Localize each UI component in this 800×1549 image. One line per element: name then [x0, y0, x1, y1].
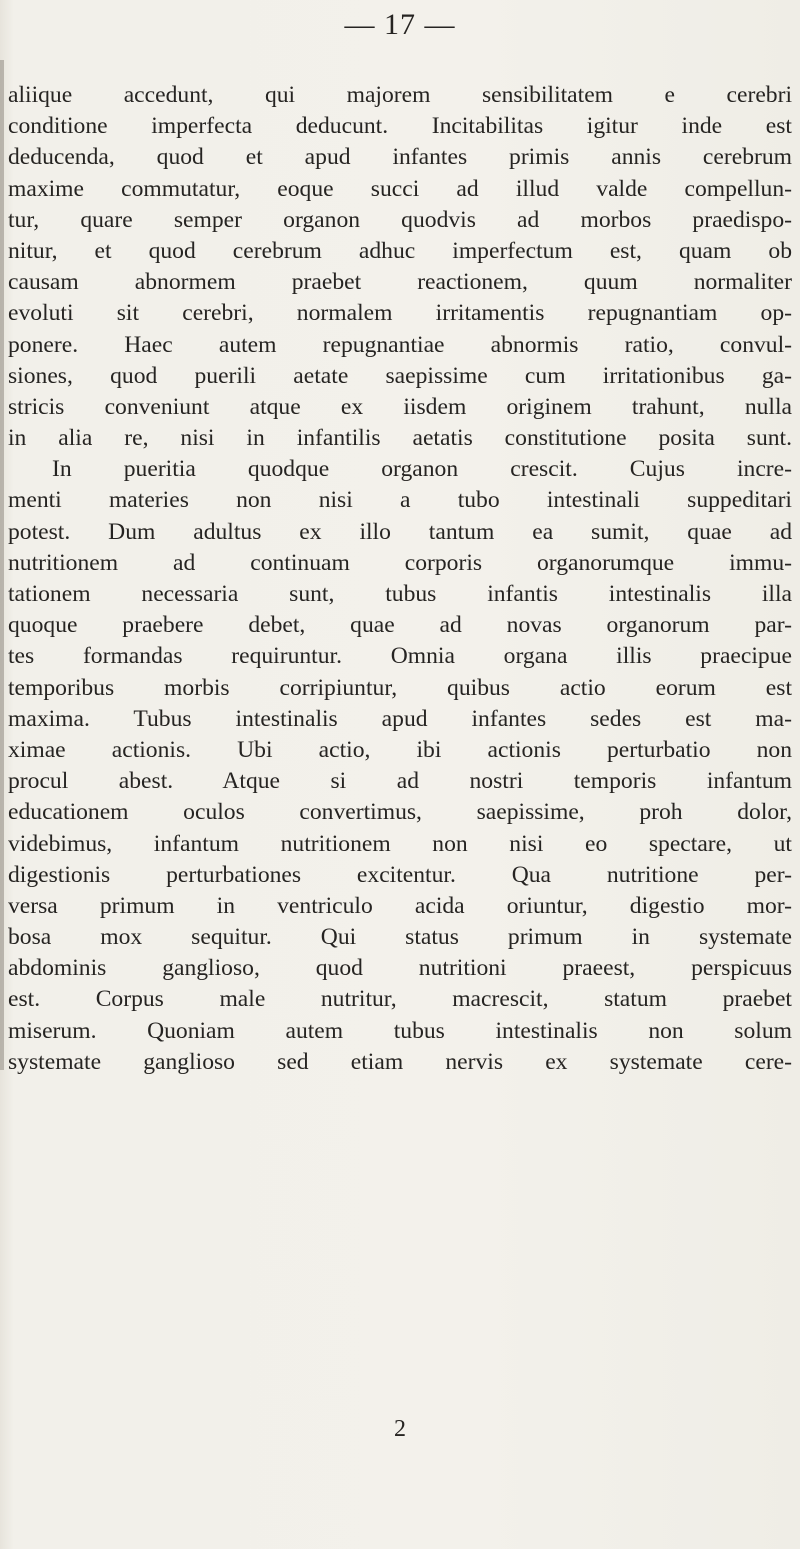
text-line: nutritionem ad continuam corporis organorumque immu- [8, 549, 792, 576]
text-line: versa primum in ventriculo acida oriuntur, digestio mor- [8, 892, 792, 919]
text-line: tes formandas requiruntur. Omnia organa illis praecipue [8, 643, 792, 670]
text-line: siones, quod puerili aetate saepissime cum irritationibus ga- [8, 362, 792, 389]
text-line: abdominis ganglioso, quod nutritioni praeest, perspicuus [8, 955, 792, 982]
text-line: digestionis perturbationes excitentur. Qua nutritione per- [8, 861, 792, 888]
text-line: aliique accedunt, qui majorem sensibilitatem e cerebri [8, 82, 792, 108]
signature-mark: 2 [394, 1416, 406, 1442]
text-line: educationem oculos convertimus, saepissime, proh dolor, [8, 799, 792, 826]
text-line: procul abest. Atque si ad nostri temporis infantum [8, 768, 792, 795]
text-line: ximae actionis. Ubi actio, ibi actionis perturbatio non [8, 736, 792, 763]
text-line: causam abnormem praebet reactionem, quum normaliter [8, 269, 792, 296]
gutter-shadow [0, 60, 4, 1070]
text-line: est. Corpus male nutritur, macrescit, statum praebet [8, 986, 792, 1013]
text-line: nitur, et quod cerebrum adhuc imperfectum est, quam ob [8, 237, 792, 264]
text-line: tationem necessaria sunt, tubus infantis intestinalis illa [8, 581, 792, 607]
text-line: maxime commutatur, eoque succi ad illud valde compellun- [8, 175, 792, 202]
body-text [8, 80, 792, 1078]
text-line: potest. Dum adultus ex illo tantum ea sumit, quae ad [8, 518, 792, 545]
text-line: tur, quare semper organon quodvis ad morbos praedispo- [8, 206, 792, 233]
text-line: miserum. Quoniam autem tubus intestinalis non solum [8, 1017, 792, 1044]
text-line: bosa mox sequitur. Qui status primum in systemate [8, 924, 792, 951]
text-line: ponere. Haec autem repugnantiae abnormis ratio, convul- [8, 331, 792, 358]
text-line: maxima. Tubus intestinalis apud infantes sedes est ma- [8, 705, 792, 732]
page-number-header: — 17 — [344, 8, 456, 41]
text-line: deducenda, quod et apud infantes primis annis cerebrum [8, 144, 792, 171]
text-line: stricis conveniunt atque ex iisdem originem trahunt, nulla [8, 393, 792, 420]
text-line: conditione imperfecta deducunt. Incitabilitas igitur inde est [8, 113, 792, 140]
text-line: evoluti sit cerebri, normalem irritamentis repugnantiam op- [8, 300, 792, 327]
text-line: menti materies non nisi a tubo intestinali suppeditari [8, 487, 792, 514]
text-line: quoque praebere debet, quae ad novas organorum par- [8, 612, 792, 639]
text-line: temporibus morbis corripiuntur, quibus actio eorum est [8, 674, 792, 701]
text-line: In pueritia quodque organon crescit. Cujus incre- [52, 456, 792, 483]
text-line: systemate ganglioso sed etiam nervis ex systemate cere- [8, 1048, 792, 1075]
text-line: in alia re, nisi in infantilis aetatis constitutione posita sunt. [8, 425, 792, 452]
text-line: videbimus, infantum nutritionem non nisi eo spectare, ut [8, 830, 792, 857]
